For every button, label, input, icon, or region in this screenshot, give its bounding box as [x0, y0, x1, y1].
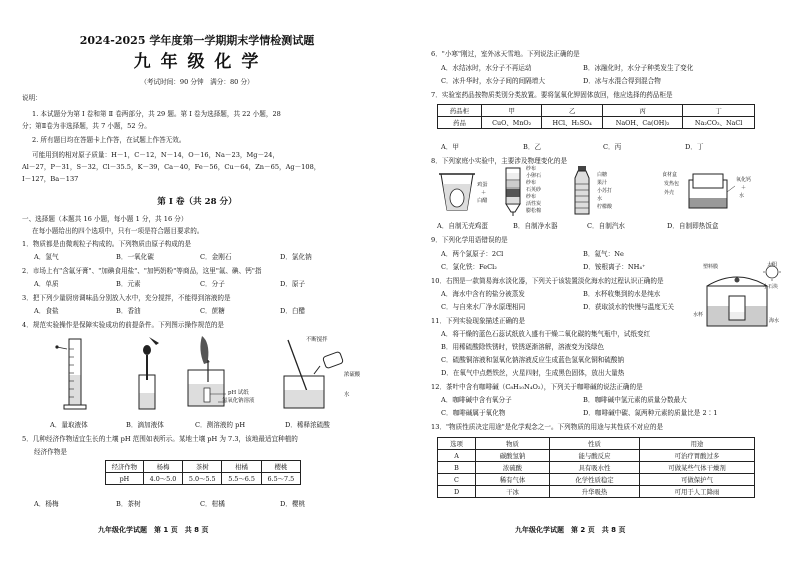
q7-cabinet-table — [437, 104, 755, 129]
q10-label-film: 塑料膜 — [703, 264, 719, 270]
q2-option-c: C．分子 — [200, 280, 225, 288]
part1-desc: 在每小题给出的四个选项中，只有一项是符合题目要求的。 — [32, 227, 204, 235]
q9-option-b: B．氦气：Ne — [583, 250, 624, 258]
q7-option-c: C．丙 — [603, 143, 622, 151]
q8-option-b: B．自制净水器 — [513, 222, 558, 230]
q8-label-citric: 柠檬酸 — [597, 204, 613, 210]
q7-cell: 药品柜 — [438, 105, 482, 117]
q5-cell: 茶树 — [183, 461, 222, 473]
q8-label-food-box: 食材盒 — [662, 172, 678, 178]
q7-cell: NaOH、Ca(OH)₂ — [602, 117, 682, 129]
q8-label-vinegar: 白醋 — [477, 198, 488, 204]
q8-stem: 8．下列家庭小实验中，主要涉及物理变化的是 — [431, 157, 568, 165]
note-3b: Al－27，P－31，S－32，Cl－35.5，K－39，Ca－40，Fe－56，Cu－64，Zn－65，Ag－108， — [22, 163, 321, 171]
q6-option-d: D．冰与水混合得到混合物 — [583, 77, 661, 85]
q13-cell: 浓硫酸 — [476, 462, 550, 474]
q11-option-a: A．将干燥的蓝色石蕊试纸放入盛有干燥二氧化碳的集气瓶中，试纸变红 — [441, 330, 651, 338]
q13-cell: 干冰 — [476, 486, 550, 498]
q5-cell: 经济作物 — [106, 461, 144, 473]
q5-option-c: C．柑橘 — [200, 500, 225, 508]
q3-option-b: B．香油 — [116, 307, 141, 315]
subject-title: 九 年 级 化 学 — [133, 52, 261, 72]
q10-stem: 10．右图是一款简易海水淡化器，下列关于该装置淡化海水的过程认识正确的是 — [431, 277, 664, 285]
q2-option-a: A．单质 — [34, 280, 59, 288]
q11-option-b: B．用稀硫酸除铁锈时，铁锈逐渐溶解，溶液变为浅绿色 — [441, 343, 605, 351]
q12-option-c: C．咖啡碱属于氧化物 — [441, 409, 506, 417]
q1-option-d: D．氯化钠 — [280, 253, 312, 261]
q5-stem-a: 5．几种经济作物适宜生长的土壤 pH 范围如表所示。某地土壤 pH 为 7.3，该地最适宜种植的 — [22, 435, 298, 443]
q5-ph-table — [105, 460, 301, 485]
q8-label-water2: 水 — [739, 193, 745, 199]
q1-option-b: B．一氧化碳 — [116, 253, 154, 261]
q8-label-sugar: 白糖 — [597, 172, 608, 178]
q2-option-b: B．元素 — [116, 280, 141, 288]
q8-label-heat-pack: 发热包 — [664, 181, 680, 187]
q6-option-b: B．冰融化时，水分子种类发生了变化 — [583, 64, 694, 72]
q8-label-carbon: 活性炭 — [526, 201, 542, 207]
q13-cell: 可做保护气 — [640, 474, 755, 486]
q13-cell: 可治疗胃酸过多 — [640, 450, 755, 462]
q13-cell: 能与酸反应 — [550, 450, 640, 462]
q5-cell: 4.0～5.0 — [143, 473, 182, 485]
q9-option-c: C．氯化铁：FeCl₂ — [441, 263, 497, 271]
q13-head: 用途 — [640, 438, 755, 450]
q8-label-shell: 外壳 — [664, 190, 675, 196]
q6-option-c: C．冰升华时，水分子间的间隔增大 — [441, 77, 545, 85]
q13-cell: 化学性质稳定 — [550, 474, 640, 486]
q7-cell: Na₂CO₃、NaCl — [683, 117, 755, 129]
q13-cell: 碳酸氢钠 — [476, 450, 550, 462]
note-1a: 1. 本试题分为第 Ⅰ 卷和第 Ⅱ 卷两部分，共 29 题。第 Ⅰ 卷为选择题，共 22 小题，28 — [32, 110, 281, 118]
q8-label-gauze1: 纱布 — [526, 166, 537, 172]
q5-cell: 6.5～7.5 — [261, 473, 300, 485]
q4-stem: 4．规范实验操作是保障实验成功的前提条件。下列图示操作规范的是 — [22, 321, 225, 329]
section-title: 第 Ⅰ 卷（共 28 分） — [157, 197, 237, 207]
q8-label-plus2: ＋ — [741, 185, 747, 191]
q13-cell: 稀有气体 — [476, 474, 550, 486]
q13-cell: 可做某些气体干燥剂 — [640, 462, 755, 474]
q10-label-seawater: 海水 — [769, 318, 780, 324]
q13-cell: B — [438, 462, 476, 474]
q7-stem: 7．实验室药品按物质类别分类放置。要将氢氧化钾固体放回，他应选择的药品柜是 — [431, 91, 673, 99]
page-2-footer: 九年级化学试题 第 2 页 共 8 页 — [515, 526, 626, 534]
q5-cell: 5.5～6.5 — [222, 473, 261, 485]
q4-figure-b-dropper — [125, 335, 170, 413]
q5-option-b: B．茶树 — [116, 500, 141, 508]
q13-cell: 可用于人工降雨 — [640, 486, 755, 498]
note-2: 2. 所有题目均在答题卡上作答，在试题上作答无效。 — [32, 136, 186, 144]
q5-cell: 5.0～5.5 — [183, 473, 222, 485]
q10-label-cup: 水杯 — [693, 312, 704, 318]
q13-head: 性质 — [550, 438, 640, 450]
q5-stem-b: 经济作物是 — [34, 448, 67, 456]
q8-label-soda: 小苏打 — [597, 188, 613, 194]
q7-cell: 丁 — [683, 105, 755, 117]
q4-label-water: 水 — [344, 392, 350, 398]
q12-stem: 12．茶叶中含有咖啡碱（C₈H₁₀N₄O₂），下列关于咖啡碱的说法正确的是 — [431, 383, 643, 391]
q4-label-stir: 不断搅拌 — [306, 337, 328, 343]
q5-cell: 杨梅 — [143, 461, 182, 473]
q7-option-b: B．乙 — [523, 143, 542, 151]
q7-cell: CuO、MnO₂ — [482, 117, 542, 129]
q5-cell: 柑橘 — [222, 461, 261, 473]
q11-stem: 11．下列实验现象描述正确的是 — [431, 317, 526, 325]
q8-figure-a-eggshell — [437, 170, 477, 214]
q4-label-h2so4: 浓硫酸 — [344, 372, 361, 378]
q4-option-d: D．稀释浓硫酸 — [285, 421, 330, 429]
q13-cell: D — [438, 486, 476, 498]
part1-title: 一、选择题（本题共 16 小题，每小题 1 分，共 16 分） — [22, 215, 188, 223]
q13-cell: 升华吸热 — [550, 486, 640, 498]
note-1b: 分；第Ⅱ卷为非选择题，共 7 小题，52 分。 — [22, 122, 151, 130]
time-score: （考试时间：90 分钟 满分：80 分） — [140, 78, 254, 86]
q8-label-egg: 鸡蛋 — [477, 182, 488, 188]
q8-figure-b-filter — [501, 166, 525, 218]
q7-cell: 乙 — [542, 105, 603, 117]
q7-option-a: A．甲 — [441, 143, 459, 151]
page-1-footer: 九年级化学试题 第 1 页 共 8 页 — [98, 526, 209, 534]
q1-stem: 1．物质都是由微观粒子构成的。下列物质由原子构成的是 — [22, 240, 192, 248]
q6-stem: 6．"小寒"刚过，室外冰天雪地。下列说法正确的是 — [431, 50, 580, 58]
q8-figure-d-self-heating-box — [687, 172, 737, 212]
q8-label-gauze3: 纱布 — [526, 194, 537, 200]
q8-label-cotton: 膨松棉 — [526, 208, 542, 214]
q4-label-ph-paper: pH 试纸 — [228, 390, 249, 396]
q8-figure-c-soda-bottle — [569, 164, 595, 218]
q10-label-sun: 太阳 — [767, 262, 778, 268]
q9-stem: 9．下列化学用语错误的是 — [431, 236, 508, 244]
q13-head: 物质 — [476, 438, 550, 450]
q6-option-a: A．水结冰时，水分子不再运动 — [441, 64, 532, 72]
q10-option-b: B．水杯收集到的水是纯水 — [583, 290, 661, 298]
q8-option-c: C．自制汽水 — [587, 222, 626, 230]
note-3a: 可能用到的相对原子质量：H－1，C－12，N－14，O－16，Na－23，Mg－24， — [32, 151, 280, 159]
q7-cell: 丙 — [602, 105, 682, 117]
q4-option-a: A．量取液体 — [50, 421, 88, 429]
q1-option-a: A．氢气 — [34, 253, 59, 261]
q5-cell: pH — [106, 473, 144, 485]
q13-cell: 具有吸水性 — [550, 462, 640, 474]
q10-option-c: C．与自来水厂净水原理相同 — [441, 303, 526, 311]
q8-option-d: D．自制即热饭盒 — [667, 222, 719, 230]
notes-heading: 说明： — [22, 94, 42, 102]
q7-option-d: D．丁 — [685, 143, 704, 151]
q2-stem: 2．市场上有"含氟牙膏"、"加碘食用盐"、"加钙奶粉"等商品，这里"氟、碘、钙"指 — [22, 267, 262, 275]
q7-cell: HCl、H₂SO₄ — [542, 117, 603, 129]
q8-label-sand: 石英砂 — [526, 187, 542, 193]
q4-figure-a-cylinder — [55, 335, 95, 413]
q13-stem: 13．"物质性质决定用途"是化学观念之一。下列物质的用途与其性质不对应的是 — [431, 423, 664, 431]
q1-option-c: C．金刚石 — [200, 253, 232, 261]
q10-option-d: D．获取淡水的快慢与温度无关 — [583, 303, 675, 311]
q8-label-plus: ＋ — [481, 190, 487, 196]
q8-label-juice: 果汁 — [597, 180, 608, 186]
q3-option-a: A．食盐 — [34, 307, 59, 315]
q12-option-d: D．咖啡碱中碳、氮两种元素的质量比是 2∶1 — [583, 409, 718, 417]
q11-option-d: D．在氧气中点燃铁丝，火星四射，生成黑色固体，放出大量热 — [441, 369, 625, 377]
q12-option-b: B．咖啡碱中氢元素的质量分数最大 — [583, 396, 687, 404]
q13-cell: A — [438, 450, 476, 462]
q8-label-cao: 氧化钙 — [736, 177, 752, 183]
q4-label-naoh: 氢氧化钠溶液 — [222, 398, 255, 404]
q3-option-d: D．白醋 — [280, 307, 306, 315]
q8-option-a: A．自制无壳鸡蛋 — [437, 222, 488, 230]
q10-label-stone: 小石块 — [763, 284, 779, 290]
q10-option-a: A．海水中含有的盐分被蒸发 — [441, 290, 525, 298]
q13-cell: C — [438, 474, 476, 486]
exam-page-2 — [397, 0, 794, 561]
q11-option-c: C．硫酸铜溶液和氢氧化钠溶液反应生成蓝色氢氧化铜和硫酸钠 — [441, 356, 625, 364]
q4-option-c: C．测溶液的 pH — [195, 421, 246, 429]
q9-option-a: A．两个氯原子：2Cl — [441, 250, 504, 258]
q7-cell: 甲 — [482, 105, 542, 117]
q3-option-c: C．蔗糖 — [200, 307, 225, 315]
q4-option-b: B．滴加液体 — [126, 421, 164, 429]
q2-option-d: D．原子 — [280, 280, 306, 288]
q5-option-d: D．樱桃 — [280, 500, 306, 508]
q13-property-table — [437, 437, 755, 498]
q5-cell: 樱桃 — [261, 461, 300, 473]
q8-label-pebble: 小卵石 — [526, 173, 542, 179]
q5-option-a: A．杨梅 — [34, 500, 59, 508]
q13-head: 选项 — [438, 438, 476, 450]
q12-option-a: A．咖啡碱中含有氧分子 — [441, 396, 512, 404]
q8-label-water: 水 — [597, 196, 603, 202]
exam-title: 2024-2025 学年度第一学期期末学情检测试题 — [79, 34, 315, 47]
q8-label-gauze2: 纱布 — [526, 180, 537, 186]
q7-cell: 药品 — [438, 117, 482, 129]
note-3c: I－127，Ba－137 — [22, 175, 79, 183]
q3-stem: 3．把下列少量厨房调味品分别放入水中，充分搅拌，不能得到溶液的是 — [22, 294, 231, 302]
q9-option-d: D．铵根离子：NH₄⁺ — [583, 263, 646, 271]
